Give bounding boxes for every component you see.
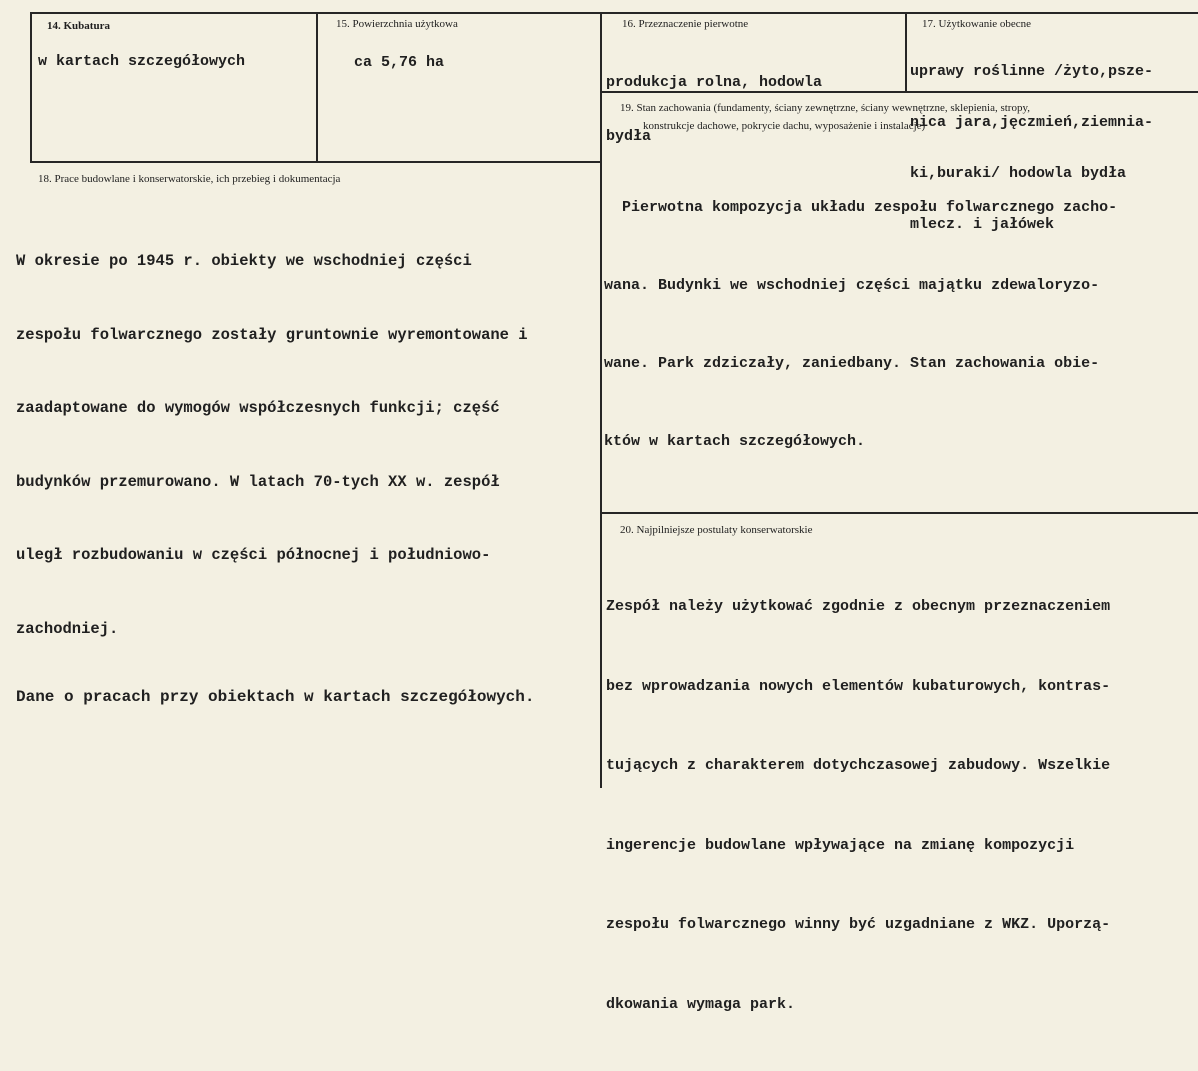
divider-14-15 — [316, 12, 318, 162]
field-18-line: W okresie po 1945 r. obiekty we wschodniej części — [16, 252, 472, 270]
field-19-line: któw w kartach szczegółowych. — [604, 433, 866, 450]
field-17-line: mlecz. i jałówek — [910, 216, 1055, 233]
field-17-line: nica jara,jęczmień,ziemnia- — [910, 114, 1154, 131]
field-16-line: bydła — [606, 128, 652, 145]
field-18-line: budynków przemurowano. W latach 70-tych XX w. zespół — [16, 472, 500, 491]
field-18-value — [16, 200, 534, 759]
field-15-value: ca 5,76 ha — [354, 54, 445, 71]
field-17-label: 17. Użytkowanie obecne — [922, 18, 1032, 30]
field-19-value — [604, 143, 1117, 507]
field-16-label: 16. Przeznaczenie pierwotne — [622, 18, 749, 30]
field-20-line: bez wprowadzania nowych elementów kubaturowych, kontras- — [606, 677, 1111, 695]
divider-15-16 — [600, 12, 602, 788]
divider-16-17 — [905, 12, 907, 92]
field-17-value — [910, 29, 1154, 233]
field-17-line: uprawy roślinne /żyto,psze- — [910, 63, 1154, 80]
field-20-line: Zespół należy użytkować zgodnie z obecnym przeznaczeniem — [606, 598, 1111, 615]
top-border — [30, 12, 1198, 14]
field-20-line: zespołu folwarcznego winny być uzgadniane z WKZ. Uporzą- — [606, 916, 1111, 933]
field-19-label-cont: konstrukcje dachowe, pokrycie dachu, wyposażenie i instalacje) — [643, 120, 926, 132]
field-18-line: zaadaptowane do wymogów współczesnych funkcji; część — [16, 399, 500, 417]
field-20-label: 20. Najpilniejsze postulaty konserwatorskie — [620, 524, 813, 536]
field-20-value — [606, 541, 1110, 1071]
field-16-line: produkcja rolna, hodowla — [606, 74, 823, 91]
field-20-line: ingerencje budowlane wpływające na zmianę kompozycji — [606, 836, 1075, 854]
divider-19-20 — [600, 512, 1198, 514]
field-18-line: zespołu folwarcznego zostały gruntownie wyremontowane i — [16, 325, 528, 344]
field-17-line: ki,buraki/ hodowla bydła — [910, 165, 1127, 182]
field-20-line: dkowania wymaga park. — [606, 995, 796, 1013]
divider-under-14-15 — [30, 161, 602, 163]
field-18-line: zachodniej. — [16, 619, 119, 638]
field-19-line: wane. Park zdziczały, zaniedbany. Stan zachowania obie- — [604, 355, 1100, 372]
field-15-label: 15. Powierzchnia użytkowa — [336, 18, 458, 30]
field-19-line: Pierwotna kompozycja układu zespołu folwarcznego zacho- — [604, 199, 1118, 216]
field-19-label: 19. Stan zachowania (fundamenty, ściany zewnętrzne, ściany wewnętrzne, sklepienia, stropy, — [620, 102, 1031, 114]
field-14-value: w kartach szczegółowych — [38, 53, 246, 70]
left-border — [30, 12, 32, 162]
field-19-line: wana. Budynki we wschodniej części majątku zdewaloryzo- — [604, 277, 1100, 294]
field-18-line: Dane o pracach przy obiektach w kartach szczegółowych. — [16, 688, 535, 706]
field-18-label: 18. Prace budowlane i konserwatorskie, ich przebieg i dokumentacja — [38, 173, 341, 185]
field-18-line: uległ rozbudowaniu w części północnej i południowo- — [16, 546, 491, 564]
field-20-line: tujących z charakterem dotychczasowej zabudowy. Wszelkie — [606, 757, 1111, 774]
field-14-label: 14. Kubatura — [47, 20, 110, 32]
